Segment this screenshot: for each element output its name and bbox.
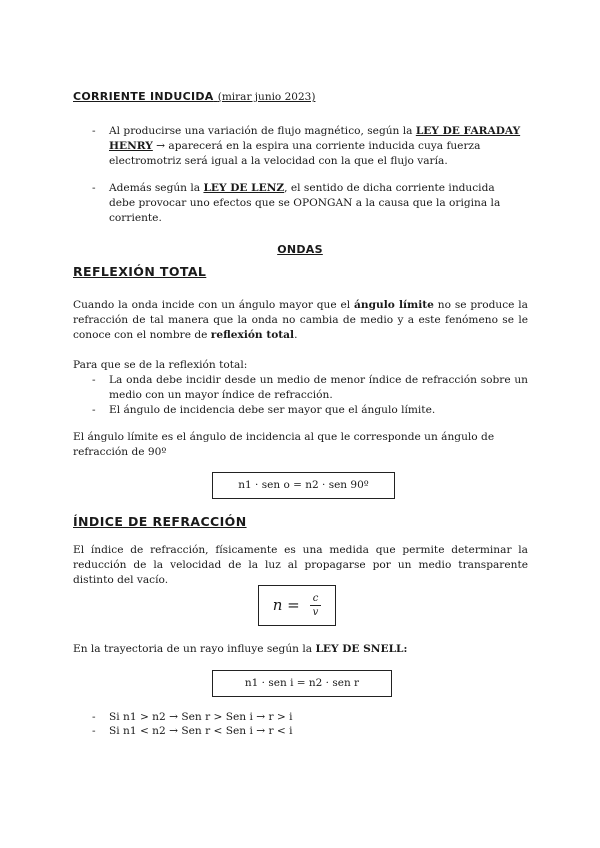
denominator: v <box>312 607 319 618</box>
text: . <box>294 329 298 341</box>
section-heading-total-reflection: REFLEXIÓN TOTAL <box>73 264 207 279</box>
formula-box-limit <box>212 472 395 499</box>
bold-term: reflexión total <box>210 329 295 341</box>
text: , el sentido de dicha corriente inducida debe provocar uno efectos que se OPONGAN a la causa que la origina la corriente. <box>109 182 501 224</box>
snell-intro <box>73 642 407 657</box>
heading-text: CORRIENTE INDUCIDA <box>73 90 214 103</box>
snell-case: Si n1 < n2 → Sen r < Sen i → r < i <box>109 725 293 737</box>
refraction-index-paragraph: El índice de refracción, físicamente es una medida que permite determinar la reducción de la velocidad de la luz al propagarse por un medio transparente distinto del vacío. <box>73 544 528 586</box>
formula-box-snell <box>212 670 392 697</box>
text: Además según la <box>109 182 204 194</box>
text: En la trayectoria de un rayo influye según la <box>73 643 316 655</box>
formula-text: n1 · sen o = n2 · sen 90º <box>238 479 369 491</box>
law-name: LEY DE LENZ <box>203 182 285 194</box>
list-item-faraday <box>109 124 524 169</box>
formula-fraction <box>310 592 322 619</box>
condition-item: El ángulo de incidencia debe ser mayor que el ángulo límite. <box>109 404 436 416</box>
list-dash: - <box>92 404 96 416</box>
list-dash: - <box>92 125 96 137</box>
list-dash: - <box>92 182 96 194</box>
law-name: LEY DE FARADAY HENRY <box>109 125 521 152</box>
section-heading-refraction-index: ÍNDICE DE REFRACCIÓN <box>73 514 247 529</box>
heading-note: (mirar junio 2023) <box>217 91 316 103</box>
list-item-lenz <box>109 181 504 226</box>
heading-text: ONDAS <box>277 243 323 256</box>
section-heading-induced-current <box>73 89 315 105</box>
snell-case: Si n1 > n2 → Sen r > Sen i → r > i <box>109 711 293 723</box>
list-dash: - <box>92 711 96 723</box>
formula-lhs: n = <box>272 596 300 614</box>
text: Cuando la onda incide con un ángulo mayor que el <box>73 299 355 311</box>
bold-term: ángulo límite <box>354 299 434 311</box>
law-name: LEY DE SNELL: <box>315 643 408 655</box>
formula-box-index <box>258 585 336 626</box>
condition-item: La onda debe incidir desde un medio de menor índice de refracción sobre un medio con un mayor índice de refracción. <box>109 374 528 401</box>
total-reflection-paragraph <box>73 298 528 343</box>
limit-angle-text: El ángulo límite es el ángulo de incidencia al que le corresponde un ángulo de refracción de 90º <box>73 431 495 458</box>
conditions-intro: Para que se de la reflexión total: <box>73 359 248 371</box>
list-dash: - <box>92 725 96 737</box>
text: → aparecerá en la espira una corriente inducida cuya fuerza electromotriz será igual a la velocidad con la que el flujo varía. <box>109 140 481 167</box>
section-heading-waves <box>0 242 600 257</box>
numerator: c <box>310 592 322 606</box>
text: no se produce la refracción de tal manera que la onda no cambia de medio y a este fenómeno se le conoce con el nombre de <box>73 299 528 341</box>
text: Al producirse una variación de flujo magnético, según la <box>109 125 416 137</box>
list-dash: - <box>92 374 96 386</box>
formula-text: n1 · sen i = n2 · sen r <box>244 677 360 689</box>
